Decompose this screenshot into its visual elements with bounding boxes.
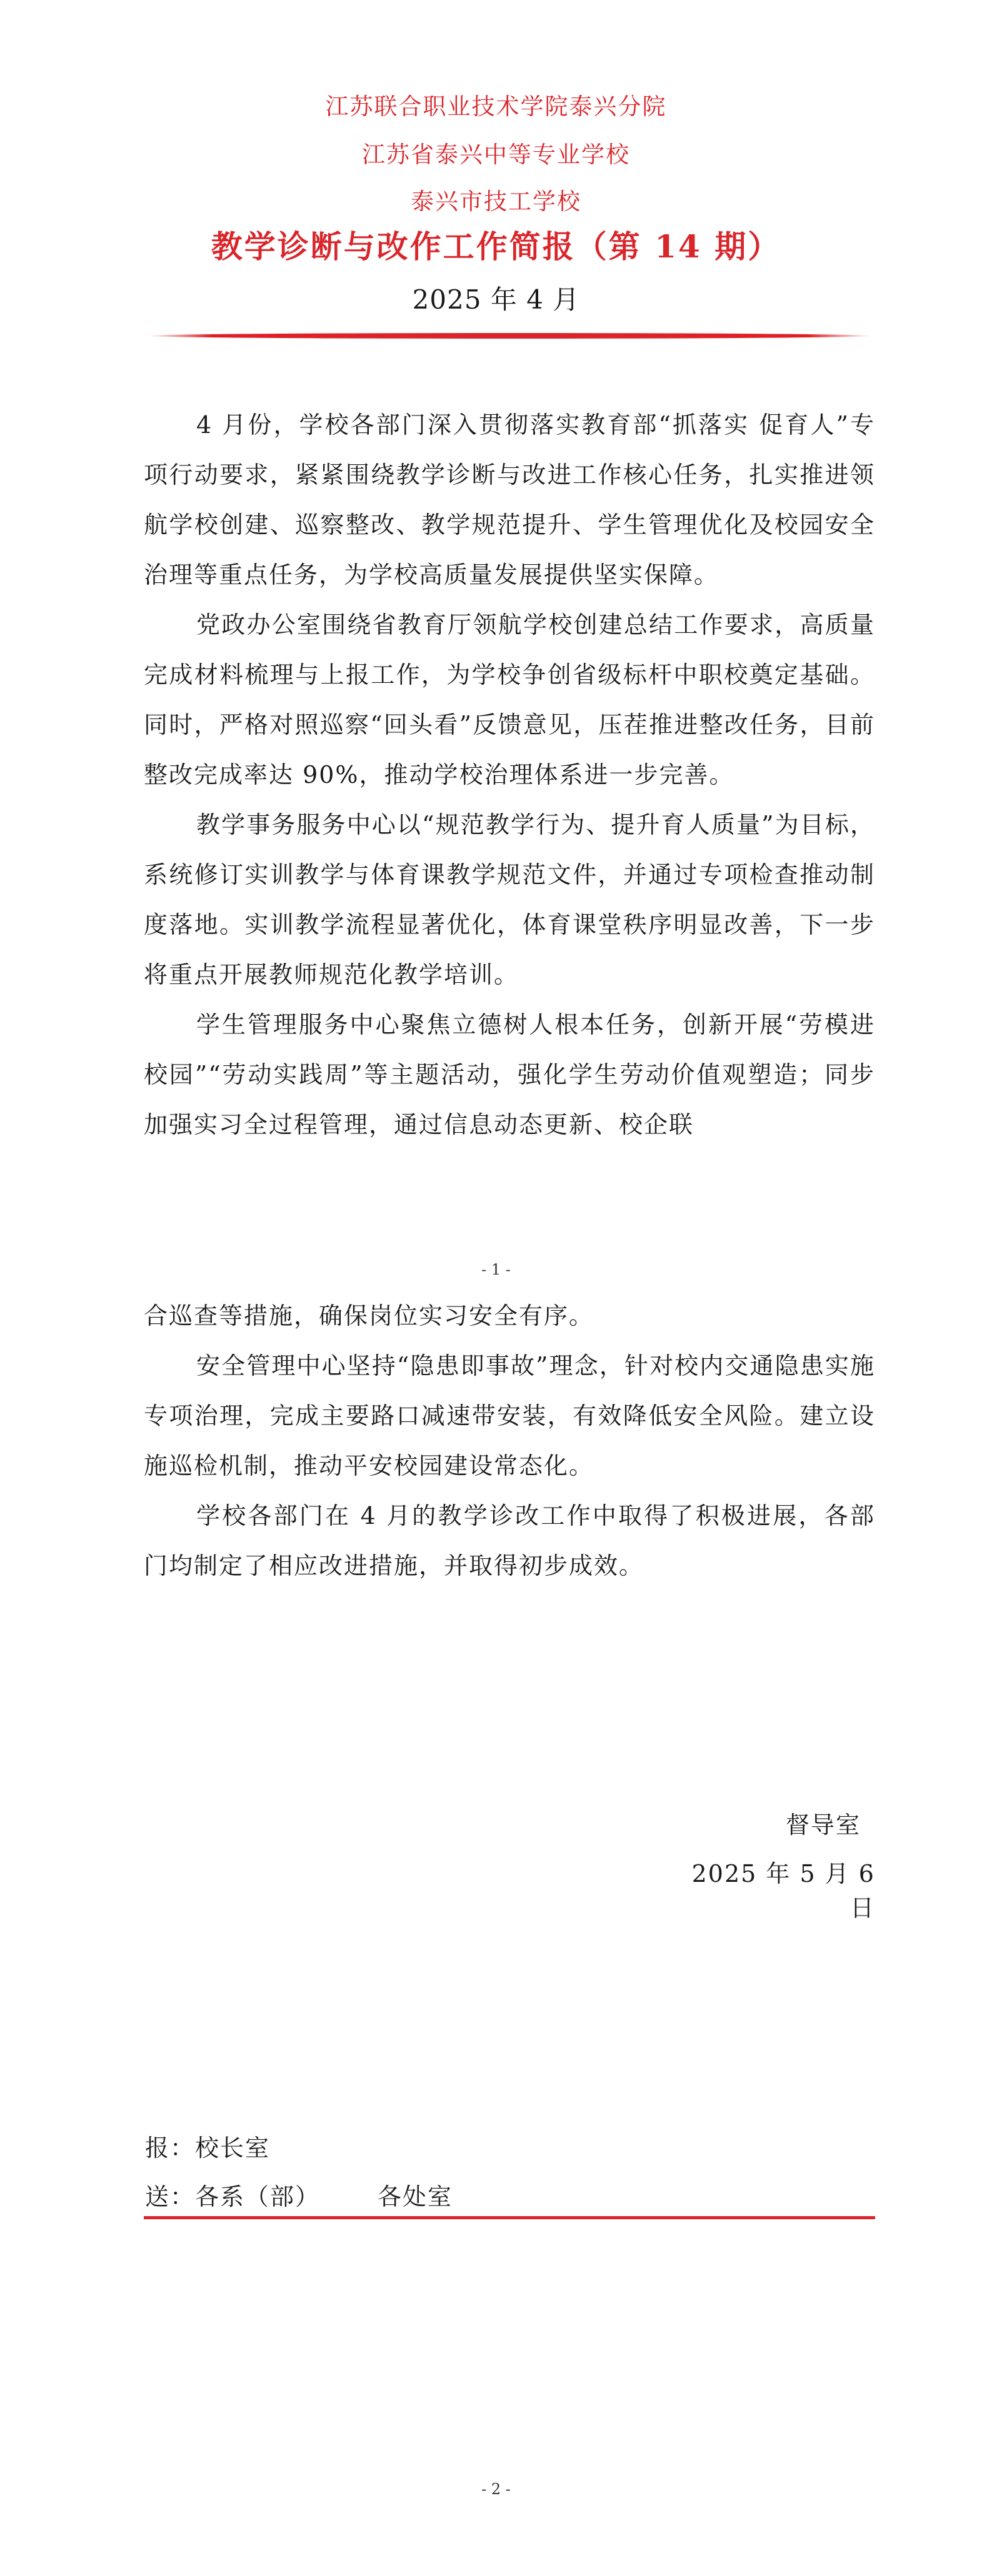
bulletin-title: 教学诊断与改作工作简报（第 14 期） bbox=[211, 228, 781, 265]
distribution-send-to-departments: 送：各系（部） bbox=[145, 2183, 321, 2210]
distribution-red-divider bbox=[144, 2216, 875, 2219]
signature-date: 2025 年 5 月 6 日 bbox=[691, 1860, 875, 1922]
header-red-divider bbox=[147, 333, 872, 339]
org-name-technical-school: 泰兴市技工学校 bbox=[411, 188, 581, 215]
page-number-1: - 1 - bbox=[481, 1261, 511, 1278]
paragraph-safety-management: 安全管理中心坚持“隐患即事故”理念，针对校内交通隐患实施专项治理，完成主要路口减速带安装，有效降低安全风险。建立设施巡检机制，推动平安校园建设常态化。 bbox=[144, 1352, 875, 1479]
paragraph-teaching-affairs: 教学事务服务中心以“规范教学行为、提升育人质量”为目标，系统修订实训教学与体育课教学规范文件，并通过专项检查推动制度落地。实训教学流程显著优化，体育课堂秩序明显改善，下一步将重点开展教师规范化教学培训。 bbox=[144, 811, 875, 988]
distribution-report-to: 报：校长室 bbox=[145, 2134, 271, 2162]
page-number-2: - 2 - bbox=[481, 2480, 511, 2498]
org-name-vocational-school: 江苏省泰兴中等专业学校 bbox=[362, 141, 630, 168]
paragraph-continuation: 合巡查等措施，确保岗位实习安全有序。 bbox=[144, 1302, 594, 1330]
org-name-college-branch: 江苏联合职业技术学院泰兴分院 bbox=[325, 93, 667, 120]
paragraph-summary: 学校各部门在 4 月的教学诊改工作中取得了积极进展，各部门均制定了相应改进措施，并取得初步成效。 bbox=[144, 1502, 875, 1579]
paragraph-student-management: 学生管理服务中心聚焦立德树人根本任务，创新开展“劳模进校园”“劳动实践周”等主题活动，强化学生劳动价值观塑造；同步加强实习全过程管理，通过信息动态更新、校企联 bbox=[144, 1011, 875, 1138]
page-2-body bbox=[144, 1291, 875, 1591]
distribution-send-to bbox=[145, 2177, 453, 2212]
paragraph-party-office: 党政办公室围绕省教育厅领航学校创建总结工作要求，高质量完成材料梳理与上报工作，为学校争创省级标杆中职校奠定基础。同时，严格对照巡察“回头看”反馈意见，压茬推进整改任务，目前整改完成率达 90%，推动学校治理体系进一步完善。 bbox=[144, 611, 875, 788]
paragraph-overview: 4 月份，学校各部门深入贯彻落实教育部“抓落实 促育人”专项行动要求，紧紧围绕教学诊断与改进工作核心任务，扎实推进领航学校创建、巡察整改、教学规范提升、学生管理优化及校园安全治理等重点任务，为学校高质量发展提供坚实保障。 bbox=[144, 411, 875, 589]
signature-office: 督导室 bbox=[785, 1811, 861, 1839]
page-1-body bbox=[144, 400, 875, 1150]
issue-date: 2025 年 4 月 bbox=[412, 284, 580, 315]
distribution-send-to-offices: 各处室 bbox=[378, 2183, 453, 2210]
